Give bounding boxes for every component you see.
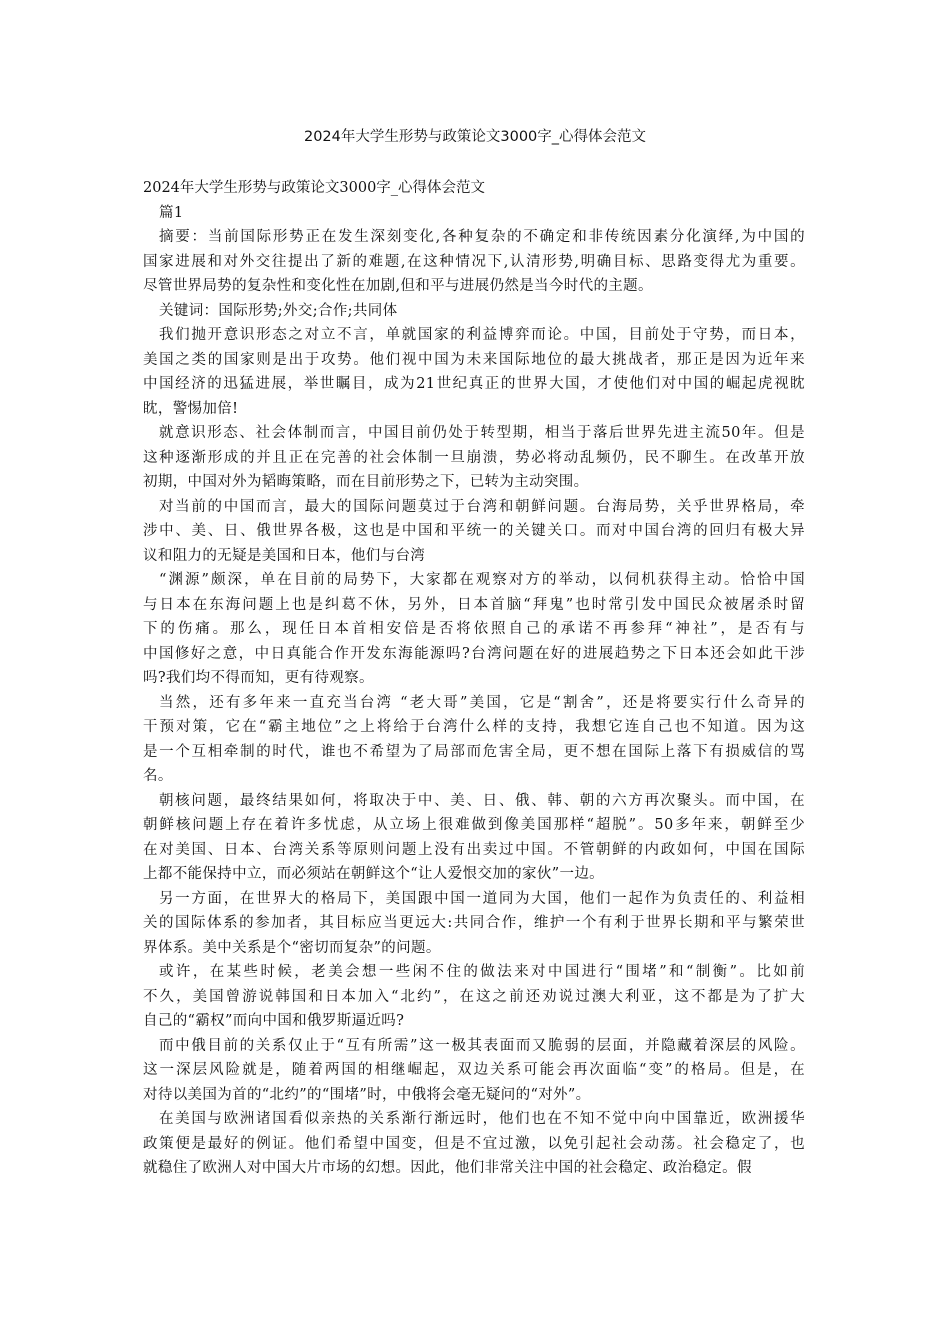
section-label: 篇1 (159, 204, 184, 221)
paragraph-line: 对当前的中国而言，最大的国际问题莫过于台湾和朝鲜问题。台海局势，关乎世界格局，牵 (159, 498, 805, 515)
paragraph-line: 朝核问题，最终结果如何，将取决于中、美、日、俄、韩、朝的六方再次聚头。而中国，在 (159, 792, 805, 809)
paragraph (143, 691, 805, 789)
paragraph-line: 在对美国、日本、台湾关系等原则问题上没有出卖过中国。不管朝鲜的内政如何，中国在国际 (143, 841, 805, 858)
paragraph (143, 568, 805, 691)
paragraph-line: 或许，在某些时候，老美会想一些闲不住的做法来对中国进行“围堵”和“制衡”。比如前 (159, 964, 805, 980)
paragraph-line: 与日本在东海问题上也是纠葛不休，另外，日本首脑“拜鬼”也时常引发中国民众被屠杀时留 (143, 596, 805, 613)
paragraph-line: 中国经济的迅猛进展，举世瞩目，成为21世纪真正的世界大国，才使他们对中国的崛起虎视眈 (143, 376, 805, 392)
paragraph-line: 政策便是最好的例证。他们希望中国变，但是不宜过激，以免引起社会动荡。社会稳定了，也 (143, 1135, 805, 1152)
paragraph (143, 299, 805, 324)
paragraph-line: 初期，中国对外为韬晦策略，而在目前形势之下，已转为主动突围。 (143, 474, 589, 490)
paragraph-line: 眈，警惕加倍! (143, 400, 239, 417)
paragraph (143, 1107, 805, 1181)
paragraph-line: 关的国际体系的参加者，其目标应当更远大:共同合作，维护一个有利于世界长期和平与繁荣世 (143, 915, 805, 931)
paragraph-line: 议和阻力的无疑是美国和日本，他们与台湾 (143, 547, 426, 564)
paragraph (143, 323, 805, 421)
paragraph-line: 中国修好之意，中日真能合作开发东海能源吗?台湾问题在好的进展趋势之下日本还会如此干涉 (143, 645, 805, 662)
document-title: 2024年大学生形势与政策论文3000字_心得体会范文 (303, 129, 647, 145)
paragraph-line: 当然，还有多年来一直充当台湾 “老大哥”美国，它是“割舍”，还是将要实行什么奇异的 (159, 694, 805, 711)
paragraph-line: 这种逐渐形成的并且正在完善的社会体制一旦崩溃，势必将动乱频仍，民不聊生。在改革开放 (143, 449, 805, 466)
paragraph-line: “渊源”颇深，单在目前的局势下，大家都在观察对方的举动，以伺机获得主动。恰恰中国 (159, 572, 805, 588)
paragraph-line: 自己的“霸权”而向中国和俄罗斯逼近吗? (143, 1013, 405, 1029)
document-body (143, 176, 805, 1181)
paragraph-line: 这一深层风险就是，随着两国的相继崛起，双边关系可能会再次面临“变”的格局。但是，在 (143, 1062, 805, 1078)
paragraph-line: 对待以美国为首的“北约”的“围堵”时，中俄将会毫无疑问的“对外”。 (143, 1086, 591, 1103)
paragraph (143, 225, 805, 299)
paragraph-line: 是一个互相牵制的时代，谁也不希望为了局部而危害全局，更不想在国际上落下有损威信的骂 (143, 743, 805, 760)
paragraph-line: 名。 (143, 768, 173, 784)
paragraph-line: 干预对策，它在“霸主地位”之上将给于台湾什么样的支持，我想它连自己也不知道。因为这 (143, 719, 805, 735)
paragraph-line: 涉中、美、日、俄世界各极，这也是中国和平统一的关键关口。而对中国台湾的回归有极大异 (143, 523, 805, 539)
paragraph (143, 495, 805, 569)
paragraph-line: 另一方面，在世界大的格局下，美国跟中国一道同为大国，他们一起作为负责任的、利益相 (159, 890, 805, 907)
paragraph (143, 1034, 805, 1108)
paragraph-line: 国家进展和对外交往提出了新的难题,在这种情况下,认清形势,明确目标、思路变得尤为重要。 (143, 253, 805, 270)
paragraph-line: 摘要：当前国际形势正在发生深刻变化,各种复杂的不确定和非传统因素分化演绎,为中国的 (159, 229, 805, 245)
paragraph-line: 而中俄目前的关系仅止于“互有所需”这一极其表面而又脆弱的层面，并隐藏着深层的风险。 (159, 1037, 805, 1054)
paragraph-line: 我们抛开意识形态之对立不言，单就国家的利益博弈而论。中国，目前处于守势，而日本， (159, 327, 805, 343)
paragraph-line: 尽管世界局势的复杂性和变化性在加剧,但和平与进展仍然是当今时代的主题。 (143, 278, 653, 294)
paragraph-line: 朝鲜核问题上存在着许多忧虑，从立场上很难做到像美国那样“超脱”。50多年来，朝鲜至少 (143, 817, 805, 833)
paragraph-line: 下的伤痛。那么，现任日本首相安倍是否将依照自己的承诺不再参拜“神社”，是否有与 (143, 621, 805, 637)
paragraph-line: 吗?我们均不得而知，更有待观察。 (143, 670, 374, 686)
paragraph-line: 在美国与欧洲诸国看似亲热的关系渐行渐远时，他们也在不知不觉中向中国靠近，欧洲援华 (159, 1111, 805, 1127)
paragraph (143, 960, 805, 1034)
paragraph-line: 就稳住了欧洲人对中国大片市场的幻想。因此，他们非常关注中国的社会稳定、政治稳定。假 (143, 1160, 752, 1176)
paragraph (143, 789, 805, 887)
paragraph-list (143, 225, 805, 1181)
paragraph-line: 不久，美国曾游说韩国和日本加入“北约”，在这之前还劝说过澳大利亚，这不都是为了扩大 (143, 988, 805, 1005)
paragraph-line: 界体系。美中关系是个“密切而复杂”的问题。 (143, 939, 441, 956)
paragraph (143, 887, 805, 961)
document-subtitle: 2024年大学生形势与政策论文3000字_心得体会范文 (143, 180, 486, 196)
paragraph-line: 关键词：国际形势;外交;合作;共同体 (159, 302, 398, 319)
paragraph-line: 上都不能保持中立，而必须站在朝鲜这个“让人爱恨交加的家伙”一边。 (143, 866, 605, 882)
paragraph (143, 421, 805, 495)
paragraph-line: 就意识形态、社会体制而言，中国目前仍处于转型期，相当于落后世界先进主流50年。但是 (159, 425, 805, 441)
paragraph-line: 美国之类的国家则是出于攻势。他们视中国为未来国际地位的最大挑战者，那正是因为近年来 (143, 351, 805, 368)
